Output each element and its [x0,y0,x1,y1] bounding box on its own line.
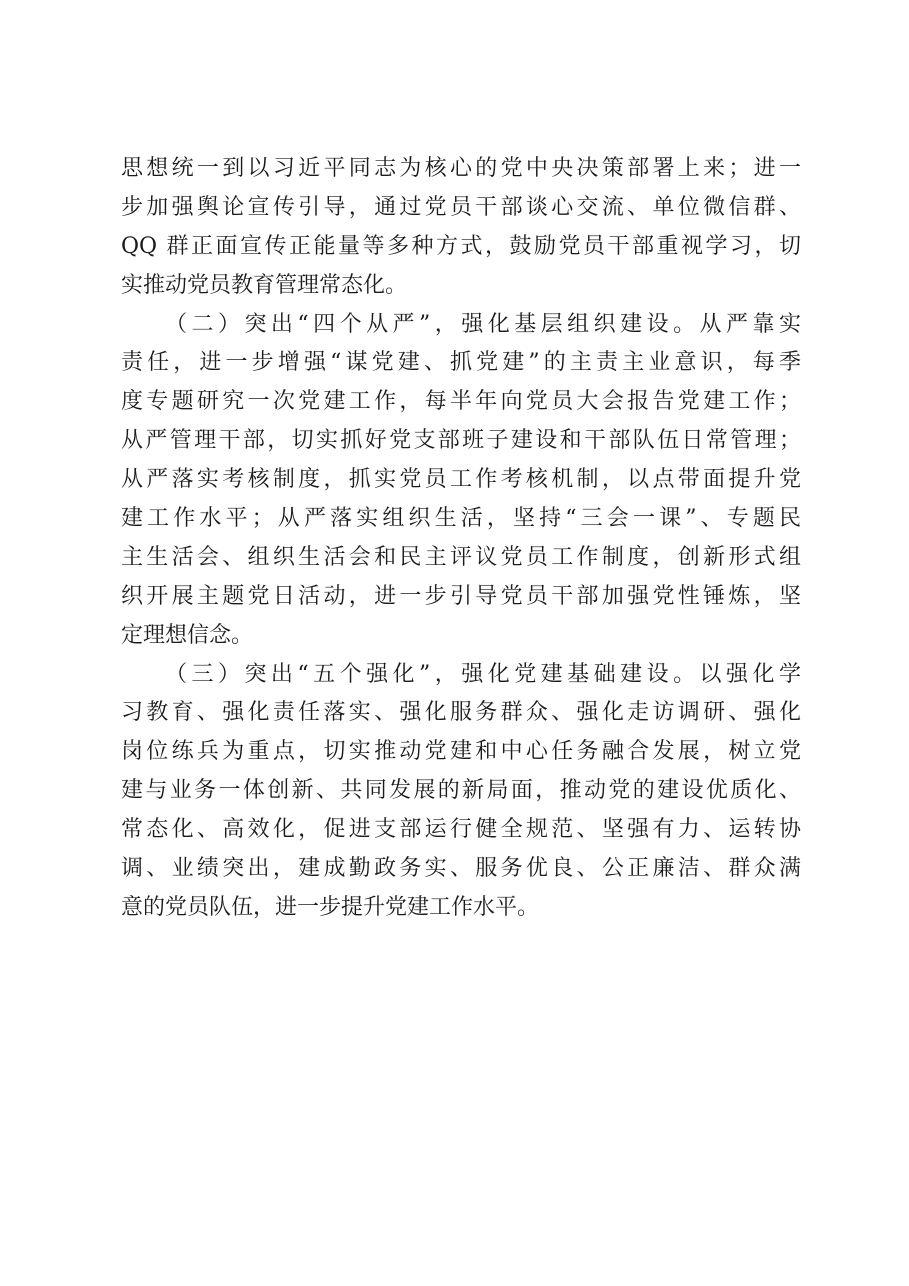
text-line: 从严落实考核制度，抓实党员工作考核机制，以点带面提升党 [121,467,801,493]
text-line: 步加强舆论宣传引导，通过党员干部谈心交流、单位微信群、 [121,194,801,220]
text-line: 织开展主题党日活动，进一步引导党员干部加强党性锤炼，坚 [121,583,801,609]
text-line: 主生活会、组织生活会和民主评议党员工作制度，创新形式组 [121,544,801,570]
text-line: 定理想信念。 [121,622,254,648]
paragraph-2 [121,306,801,656]
text-line: 意的党员队伍，进一步提升党建工作水平。 [121,894,540,920]
text-line: （三）突出“五个强化”，强化党建基础建设。以强化学 [165,661,801,687]
text-line: 岗位练兵为重点，切实推动党建和中心任务融合发展，树立党 [121,739,801,765]
text-line: 责任，进一步增强“谋党建、抓党建”的主责主业意识，每季 [121,350,801,376]
text-line: 建工作水平；从严落实组织生活，坚持“三会一课”、专题民 [121,506,801,532]
text-line: （二）突出“四个从严”，强化基层组织建设。从严靠实 [165,311,801,337]
text-line: 思想统一到以习近平同志为核心的党中央决策部署上来；进一 [121,156,801,181]
text-line: 实推动党员教育管理常态化。 [121,272,408,298]
text-line: 建与业务一体创新、共同发展的新局面，推动党的建设优质化、 [121,778,801,804]
text-line: 习教育、强化责任落实、强化服务群众、强化走访调研、强化 [121,700,801,726]
text-line: 度专题研究一次党建工作，每半年向党员大会报告党建工作； [121,389,801,415]
text-line: 调、业绩突出，建成勤政务实、服务优良、公正廉洁、群众满 [121,856,801,882]
paragraph-3 [121,656,801,928]
paragraph-1 [121,150,801,306]
text-line: 常态化、高效化，促进支部运行健全规范、坚强有力、运转协 [121,817,801,843]
text-line: QQ 群正面宣传正能量等多种方式，鼓励党员干部重视学习，切 [121,233,801,259]
text-line: 从严管理干部，切实抓好党支部班子建设和干部队伍日常管理； [121,428,801,454]
document-body [121,150,801,928]
